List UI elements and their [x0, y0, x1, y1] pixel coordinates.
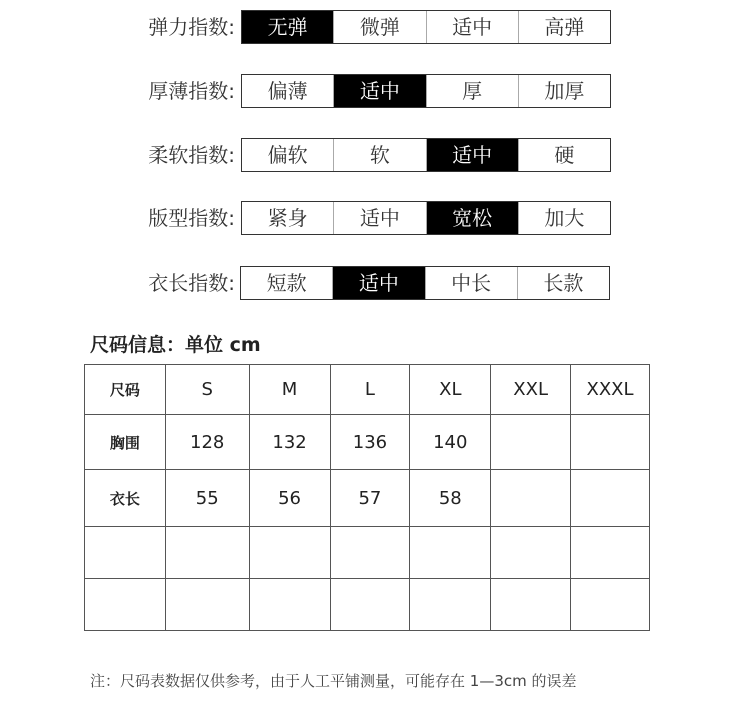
index-options: [240, 266, 610, 300]
table-row: [85, 579, 650, 631]
table-header-cell: XXXL: [571, 365, 650, 415]
table-cell: 胸围: [85, 415, 166, 470]
index-options: [241, 10, 611, 44]
index-option: 微弹: [333, 11, 425, 43]
table-cell: [410, 527, 491, 579]
index-options: [241, 138, 611, 172]
table-header-cell: L: [330, 365, 410, 415]
table-cell: 58: [410, 470, 491, 527]
table-cell: [491, 579, 571, 631]
table-cell: [410, 579, 491, 631]
table-row: [85, 470, 650, 527]
table-cell: 衣长: [85, 470, 166, 527]
table-cell: 140: [410, 415, 491, 470]
table-cell: [571, 415, 650, 470]
table-row: [85, 415, 650, 470]
index-row-softness: [0, 138, 750, 172]
table-cell: [249, 579, 330, 631]
index-option: 适中: [332, 267, 424, 299]
table-cell: [85, 527, 166, 579]
index-option: 长款: [517, 267, 609, 299]
table-cell: [85, 579, 166, 631]
index-row-elasticity: [0, 10, 750, 44]
index-option: 适中: [333, 202, 425, 234]
table-cell: [249, 527, 330, 579]
index-option: 适中: [333, 75, 425, 107]
size-info-title: 尺码信息：单位 cm: [90, 334, 261, 356]
table-cell: [165, 527, 249, 579]
index-label: 版型指数:: [148, 206, 235, 230]
index-option: 宽松: [426, 202, 518, 234]
index-option: 紧身: [267, 206, 308, 230]
table-header-cell: XL: [410, 365, 491, 415]
index-label: 厚薄指数:: [148, 79, 235, 103]
index-option: 硬: [518, 139, 610, 171]
index-option: 适中: [426, 139, 518, 171]
table-header-row: [85, 365, 650, 415]
index-option: 厚: [426, 75, 518, 107]
index-option: 中长: [425, 267, 517, 299]
index-option: 软: [333, 139, 425, 171]
table-cell: [165, 579, 249, 631]
index-option: 偏薄: [267, 79, 308, 103]
index-options: [241, 74, 611, 108]
index-option: 适中: [426, 11, 518, 43]
table-cell: [571, 470, 650, 527]
table-cell: 56: [249, 470, 330, 527]
index-options: [241, 201, 611, 235]
index-label: 弹力指数:: [148, 15, 235, 39]
table-header-cell: XXL: [491, 365, 571, 415]
table-cell: [330, 527, 410, 579]
table-header-cell: 尺码: [85, 365, 166, 415]
index-label: 柔软指数:: [148, 143, 235, 167]
table-cell: [571, 527, 650, 579]
index-option: 高弹: [518, 11, 610, 43]
table-cell: [491, 527, 571, 579]
table-cell: [571, 579, 650, 631]
index-row-fit: [0, 201, 750, 235]
index-option: 短款: [266, 271, 307, 295]
table-cell: [491, 415, 571, 470]
index-option: 无弹: [242, 11, 333, 43]
table-cell: [491, 470, 571, 527]
table-cell: 136: [330, 415, 410, 470]
table-cell: 128: [165, 415, 249, 470]
table-cell: 55: [165, 470, 249, 527]
table-header-cell: S: [165, 365, 249, 415]
index-row-thickness: [0, 74, 750, 108]
table-header-cell: M: [249, 365, 330, 415]
table-cell: 132: [249, 415, 330, 470]
table-cell: 57: [330, 470, 410, 527]
index-label: 衣长指数:: [148, 271, 235, 295]
size-table: [84, 364, 650, 631]
index-option: 偏软: [267, 143, 308, 167]
index-row-length: [0, 266, 750, 300]
index-option: 加大: [518, 202, 610, 234]
table-cell: [330, 579, 410, 631]
size-note: 注：尺码表数据仅供参考，由于人工平铺测量，可能存在 1—3cm 的误差: [90, 672, 577, 690]
table-row: [85, 527, 650, 579]
index-option: 加厚: [518, 75, 610, 107]
